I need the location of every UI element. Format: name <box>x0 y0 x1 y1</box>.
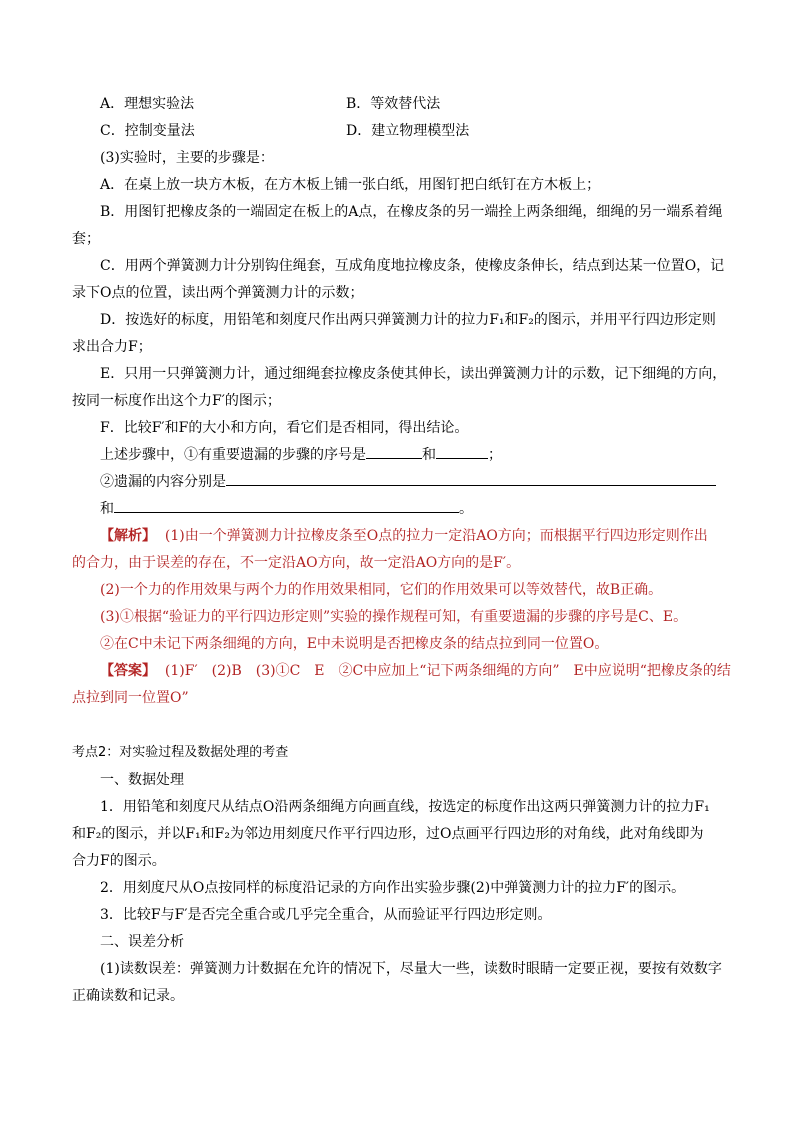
question-blank-2-text: ②遗漏的内容分别是 <box>100 474 226 490</box>
step-d-line2: 求出合力F； <box>72 339 152 355</box>
analysis-line1 <box>100 523 708 549</box>
para2: 2．用刻度尺从O点按同样的标度沿记录的方向作出实验步骤(2)中弹簧测力计的拉力F′的图示。 <box>100 880 686 896</box>
analysis-line5: ②在C中未记下两条细绳的方向，E中未说明是否把橡皮条的结点拉到同一位置O。 <box>100 636 609 652</box>
option-a: A．理想实验法 <box>100 96 195 112</box>
step-e-line2: 按同一标度作出这个力F′的图示； <box>72 393 281 409</box>
question-blank-1-text: 上述步骤中，①有重要遗漏的步骤的序号是 <box>100 447 366 463</box>
answer-line2: 点拉到同一位置O” <box>72 690 189 706</box>
answer-line1 <box>100 658 731 684</box>
question-blank-2-cont <box>100 496 473 522</box>
option-c: C．控制变量法 <box>100 123 195 139</box>
step-e-line1: E．只用一只弹簧测力计，通过细绳套拉橡皮条使其伸长，读出弹簧测力计的示数，记下细绳的方向， <box>100 366 727 382</box>
step-a: A．在桌上放一块方木板，在方木板上铺一张白纸，用图钉把白纸钉在方木板上； <box>100 177 601 193</box>
subheading-error-analysis: 二、误差分析 <box>100 934 184 950</box>
analysis-text: (1)由一个弹簧测力计拉橡皮条至O点的拉力一定沿AO方向；而根据平行四边形定则作出 <box>164 528 708 544</box>
step-f: F．比较F′和F的大小和方向，看它们是否相同，得出结论。 <box>100 420 469 436</box>
para4-line2: 正确读数和记录。 <box>72 988 184 1004</box>
question-blank-1 <box>100 442 502 468</box>
punctuation: 。 <box>459 501 473 517</box>
answer-blank[interactable] <box>366 442 422 459</box>
answer-blank[interactable] <box>436 442 488 459</box>
step-b-line1: B．用图钉把橡皮条的一端固定在板上的A点，在橡皮条的另一端拴上两条细绳，细绳的另一端系着绳 <box>100 204 723 220</box>
answer-blank[interactable] <box>226 469 716 486</box>
para3: 3．比较F与F′是否完全重合或几乎完全重合，从而验证平行四边形定则。 <box>100 907 552 923</box>
connector-text: 和 <box>100 501 114 517</box>
para1-line3: 合力F的图示。 <box>72 853 166 869</box>
para1-line1: 1．用铅笔和刻度尺从结点O沿两条细绳方向画直线，按选定的标度作出这两只弹簧测力计的拉力F₁ <box>100 799 710 815</box>
step-d-line1: D．按选好的标度，用铅笔和刻度尺作出两只弹簧测力计的拉力F₁和F₂的图示，并用平行四边形定则 <box>100 312 716 328</box>
option-d: D．建立物理模型法 <box>346 123 470 139</box>
answer-blank[interactable] <box>114 496 459 513</box>
punctuation: ； <box>488 447 502 463</box>
step-b-line2: 套； <box>72 231 100 247</box>
connector-text: 和 <box>422 447 436 463</box>
analysis-line3: (2)一个力的作用效果与两个力的作用效果相同，它们的作用效果可以等效替代，故B正确。 <box>100 582 663 598</box>
subheading-data-processing: 一、数据处理 <box>100 772 184 788</box>
step-c-line1: C．用两个弹簧测力计分别钩住绳套，互成角度地拉橡皮条，使橡皮条伸长，结点到达某一位置O，记 <box>100 258 725 274</box>
section-title: 考点2：对实验过程及数据处理的考查 <box>72 745 289 760</box>
answer-label: 【答案】 <box>100 663 156 679</box>
question-blank-2 <box>100 469 716 495</box>
para4-line1: (1)读数误差：弹簧测力计数据在允许的情况下，尽量大一些，读数时眼睛一定要正视，要按有效数字 <box>100 961 722 977</box>
analysis-label: 【解析】 <box>100 528 156 544</box>
analysis-line2: 的合力，由于误差的存在，不一定沿AO方向，故一定沿AO方向的是F′。 <box>72 555 521 571</box>
answer-text: (1)F′ (2)B (3)①C E ②C中应加上“记下两条细绳的方向” E中应说明“把橡皮条的结 <box>164 663 731 679</box>
analysis-line4: (3)①根据“验证力的平行四边形定则”实验的操作规程可知，有重要遗漏的步骤的序号是C、E。 <box>100 609 688 625</box>
para1-line2: 和F₂的图示，并以F₁和F₂为邻边用刻度尺作平行四边形，过O点画平行四边形的对角线，此对角线即为 <box>72 826 704 842</box>
q3-intro: (3)实验时，主要的步骤是： <box>100 150 274 166</box>
step-c-line2: 录下O点的位置，读出两个弹簧测力计的示数； <box>72 285 364 301</box>
option-b: B．等效替代法 <box>346 96 441 112</box>
